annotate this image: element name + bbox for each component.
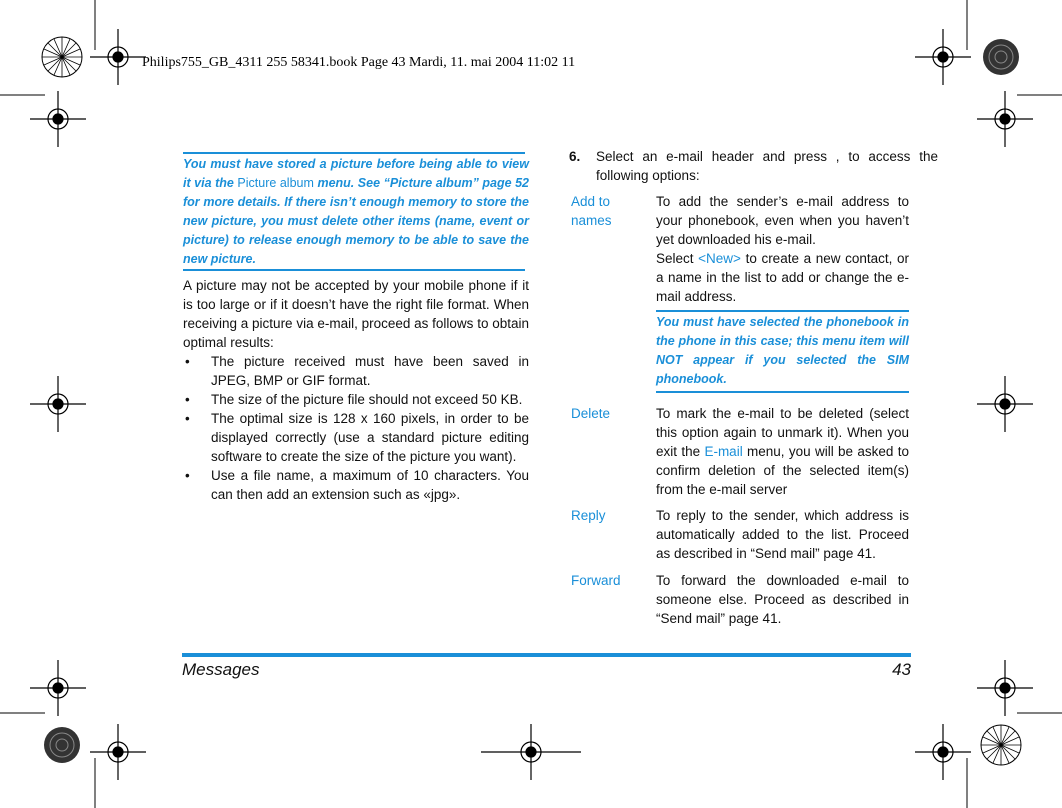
- phonebook-note-rule-bottom: [656, 391, 909, 393]
- registration-target-icon: [90, 724, 146, 780]
- registration-target-icon: [30, 91, 86, 147]
- extra-post: to create a new contact, or a name in the list to add or change the e-mail address.: [656, 251, 909, 304]
- star-target-icon: [981, 725, 1021, 765]
- option-label-delete: Delete: [571, 406, 611, 421]
- intro-paragraph: A picture may not be accepted by your mobile phone if it is too large or if it doesn’t have the right file format. When receiving a picture via e-mail, proceed as follows to obtain optimal results:: [183, 278, 529, 350]
- extra-pre: Select: [656, 251, 694, 266]
- add-to-names-desc: To add the sender’s e-mail address to your phonebook, even when you haven’t yet downloaded his e-mail.: [656, 194, 909, 247]
- registration-target-icon: [977, 376, 1033, 432]
- registration-target-icon: [977, 91, 1033, 147]
- delete-desc-post: menu, you will be asked to confirm deletion of the selected item(s) from the e-mail server: [656, 444, 909, 497]
- note-text-part2: menu. See “Picture album” page 52 for more details. If there isn’t enough memory to store the new picture, you must delete other items (name, event or picture) to release enough memory to be able to save the new picture.: [183, 176, 529, 266]
- picture-storage-note: [183, 155, 529, 269]
- registration-target-icon: [915, 29, 971, 85]
- registration-target-icon: [30, 376, 86, 432]
- add-to-names-extra: [656, 249, 909, 306]
- option-label-forward: Forward: [571, 573, 621, 588]
- delete-desc-pre: To mark the e-mail to be deleted (select this option again to unmark it). When you exit the: [656, 406, 909, 459]
- option-label-add-to-names: Add to names: [571, 194, 612, 228]
- option-label-reply: Reply: [571, 508, 606, 523]
- option-desc-delete: [656, 404, 909, 499]
- option-desc-forward: To forward the downloaded e-mail to someone else. Proceed as described in “Send mail” page 41.: [656, 573, 909, 626]
- registration-target-icon: [915, 724, 971, 780]
- print-header: Philips755_GB_4311 255 58341.book Page 43 Mardi, 11. mai 2004 11:02 11: [142, 55, 576, 70]
- page-number: 43: [892, 660, 911, 679]
- email-menu-name: E-mail: [704, 444, 743, 459]
- list-item: • The picture received must have been saved in JPEG, BMP or GIF format.: [183, 352, 529, 390]
- step-6: [569, 147, 938, 185]
- section-title: Messages: [182, 660, 260, 679]
- option-desc-reply: To reply to the sender, which address is automatically added to the list. Proceed as described in “Send mail” page 41.: [656, 508, 909, 561]
- requirements-list: [183, 352, 529, 504]
- new-contact-link: <New>: [698, 251, 741, 266]
- registration-target-icon: [481, 724, 581, 780]
- phonebook-note-rule-top: [656, 310, 909, 312]
- note-text-part1: You must have stored a picture before being able to view it via the: [183, 157, 529, 190]
- list-item: • Use a file name, a maximum of 10 characters. You can then add an extension such as «jpg».: [183, 466, 529, 504]
- note-rule-bottom: [183, 269, 525, 271]
- dark-target-icon: [983, 39, 1019, 75]
- dark-target-icon: [44, 727, 80, 763]
- footer-rule: [182, 653, 911, 657]
- step-number: 6.: [569, 149, 581, 164]
- registration-target-icon: [30, 660, 86, 716]
- phonebook-note: You must have selected the phonebook in the phone in this case; this menu item will NOT appear if you selected the SIM phonebook.: [656, 315, 909, 386]
- registration-target-icon: [90, 29, 146, 85]
- left-body: [183, 276, 529, 504]
- step-text: Select an e-mail header and press , to access the following options:: [596, 149, 938, 183]
- note-rule-top: [183, 152, 525, 154]
- star-target-icon: [42, 37, 82, 77]
- option-desc-add-to-names: [656, 192, 909, 306]
- list-item: • The optimal size is 128 x 160 pixels, in order to be displayed correctly (use a standard picture editing software to create the size of the picture you want).: [183, 409, 529, 466]
- registration-target-icon: [977, 660, 1033, 716]
- list-item: • The size of the picture file should not exceed 50 KB.: [183, 390, 529, 409]
- picture-album-menu-name: Picture album: [237, 176, 314, 190]
